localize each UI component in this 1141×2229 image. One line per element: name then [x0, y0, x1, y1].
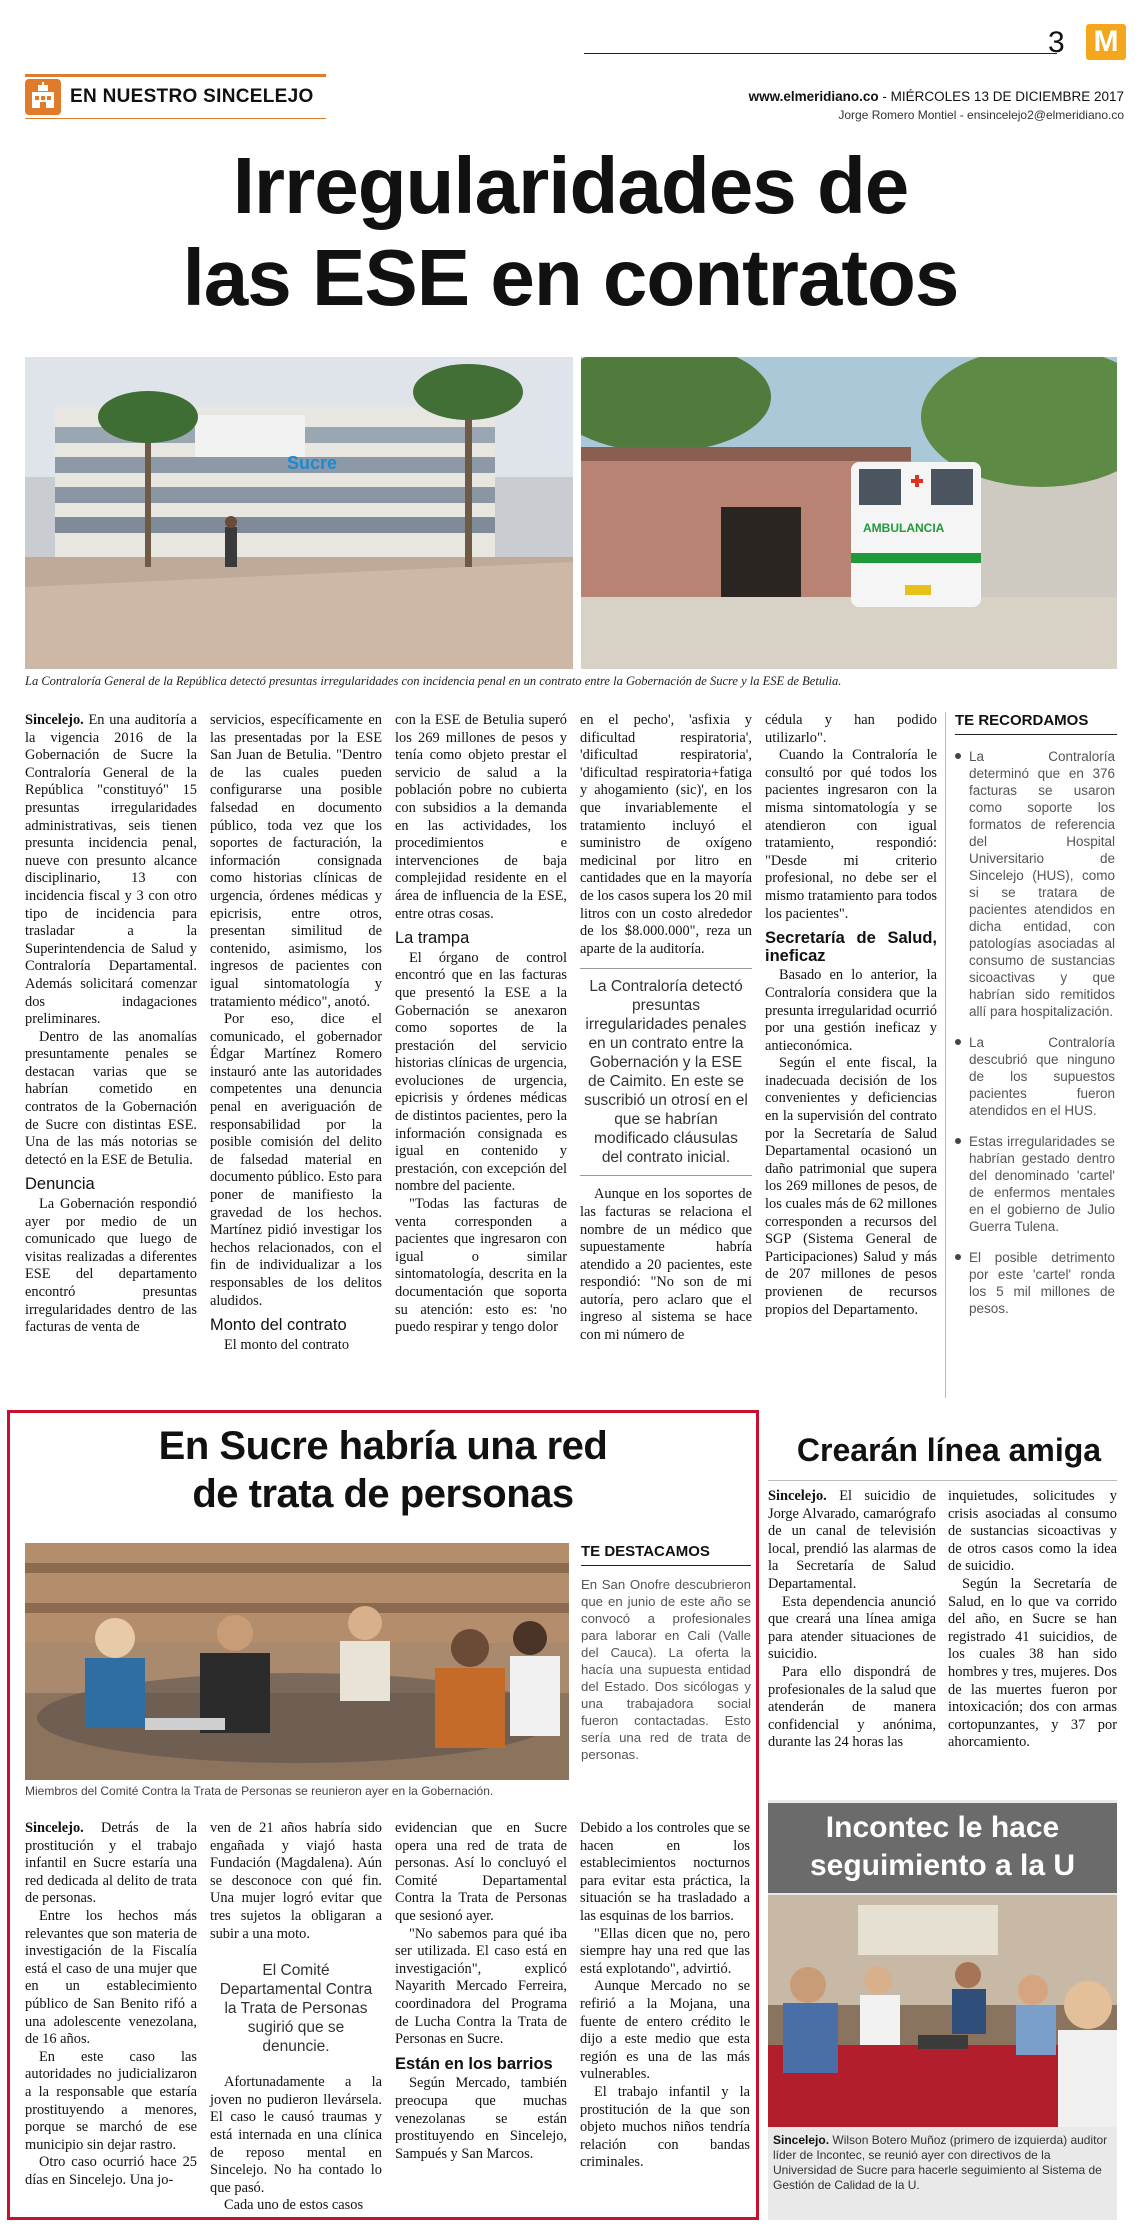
trata-headline [10, 1422, 756, 1518]
trata-col-1 [25, 1820, 197, 2189]
incontec-photo [768, 1895, 1117, 2127]
trata-col3-p3: Según Mercado, también preocupa que muchas venezolanas se están prostituyendo en Sincelejo, Sampués y San Marcos. [395, 2075, 567, 2162]
linea-col1-p1: El suicidio de Jorge Alvarado, camarógrafo de un canal de televisión local, prendió las alarmas de la Secretaría de Salud Departamental. [768, 1488, 936, 1592]
issue-date: - MIÉRCOLES 13 DE DICIEMBRE 2017 [878, 89, 1124, 104]
trata-col3-p1: evidencian que en Sucre opera una red de trata de personas. Así lo concluyó el Comité Departamental Contra la Trata de Personas que sesionó ayer. [395, 1820, 567, 1924]
comite-meeting-photo [25, 1543, 569, 1780]
sign-text: Sucre [287, 453, 338, 473]
trata-pull-quote: El Comité Departamental Contra la Trata de Personas sugirió que se denuncie. [219, 1962, 373, 2056]
linea-dateline: Sincelejo. [768, 1488, 827, 1504]
main-pull-quote: La Contraloría detectó presuntas irregularidades penales en un contrato entre la Gobernación y la ESE de Caimito. En este se suscribió un otrosí en el que se habrían modificado cláusulas del contrato inicial. [580, 968, 752, 1176]
page-number: 3 [1048, 26, 1065, 59]
main-headline-line-2: las ESE en contratos [182, 233, 959, 322]
author-line: Jorge Romero Montiel - ensincelejo2@elmeridiano.co [838, 108, 1124, 122]
subhead-secretaria: Secretaría de Salud, ineficaz [765, 929, 937, 965]
trata-col-4 [580, 1820, 750, 2172]
ambulance-text: AMBULANCIA [863, 521, 945, 535]
dateline [749, 89, 1124, 104]
subhead-denuncia: Denuncia [25, 1175, 95, 1194]
main-col5-p3: Basado en lo anterior, la Contraloría considera que la presunta irregularidad ocurrió por una gestión ineficaz y antieconómica. [765, 967, 937, 1054]
main-col5-p2: Cuando la Contraloría le consultó por qué todos los pacientes ingresaron con la misma sintomatología y se atendieron con igual tratamiento, respondió: "Desde mi criterio profesional, no debe ser el mismo tratamiento para todos los pacientes". [765, 747, 937, 922]
site-url[interactable]: www.elmeridiano.co [748, 89, 879, 104]
trata-col2-p1: ven de 21 años habría sido engañada y viajó hasta Fundación (Magdalena). Aún se desconoce con qué fin. Una mujer logró evitar que tres sujetos la obligaran a subir a una moto. [210, 1820, 382, 1942]
main-col1-p2: Dentro de las anomalías presuntamente penales se destacan varias que se habrían cometido en contratos de la Gobernación de Sucre con distintas ESE. Una de las más notorias se detectó en la ESE de Betulia. [25, 1028, 197, 1168]
main-col4-p1: en el pecho', 'asfixia y dificultad respiratoria', 'dificultad respiratoria', 'dificultad respiratoria+fatiga y ahogamiento (sic)', en los que invariablemente el tratamiento incluyó el suministro de oxígeno medicinal por litro en cantidades que en la mayoría de los casos supera los 20 mil litros con un costo alrededor de los $8.000.000", reza un aparte de la auditoría. [580, 712, 752, 957]
incontec-dateline: Sincelejo. [773, 2133, 830, 2147]
sidebar-divider [945, 712, 946, 1398]
trata-dateline: Sincelejo. [25, 1820, 84, 1836]
linea-col2-p1: inquietudes, solicitudes y crisis asociadas al consumo de sustancias sicoactivas y de otros casos como la idea de suicidio. [948, 1488, 1117, 1575]
section-top-rule [25, 74, 326, 77]
main-col3-p1: con la ESE de Betulia superó los 269 millones de pesos y tenía como objeto prestar el servicio de salud a la población pobre no cubierta con subsidios a la demanda en las actividades, los procedimientos e intervenciones de baja complejidad residente en el área de influencia de la ESE, entre otras cosas. [395, 712, 567, 922]
section-bottom-rule [25, 118, 326, 119]
linea-col-2 [948, 1488, 1117, 1752]
trata-col4-p3: Aunque Mercado no se refirió a la Mojana, una fuente de entero crédito le dijo a este medio que esta región es una de las más vulnerables. [580, 1978, 750, 2083]
subhead-barrios: Están en los barrios [395, 2054, 553, 2073]
logo-letter: M [1093, 25, 1119, 58]
main-headline [0, 140, 1141, 324]
trata-col4-p4: El trabajo infantil y la prostitución de la que son objeto muchos niños tendría relación con bandas criminales. [580, 2083, 750, 2171]
main-col-4 [580, 712, 752, 1345]
incontec-caption [773, 2133, 1113, 2193]
trata-col3-p2: "No sabemos para qué iba ser utilizada. El caso está en investigación", explicó Nayarith Mercado Ferreira, coordinadora del Programa de Lucha Contra la Trata de Personas en Sucre. [395, 1925, 567, 2048]
incontec-headline-line-2: seguimiento a la U [809, 1849, 1076, 1882]
main-col-2 [210, 712, 382, 1354]
main-col-5 [765, 712, 937, 1319]
main-headline-line-1: Irregularidades de [232, 141, 909, 230]
main-col1-p1: En una auditoría a la vigencia 2016 de la Gobernación de Sucre la Contraloría General de la República "constituyó" 15 presuntas irregularidades administrativas, seis tienen presunta incidencia penal, nueve con presunto alcance disciplinario, 13 con incidencia fiscal y 3 con otro tipo de incidencia para trasladar a la Superintendencia de Salud y Contraloría Departamental. Además solicitará comenzar dos indagaciones preliminares. [25, 712, 197, 1028]
sidebar-item: El posible detrimento por este 'cartel' ronda los 5 mil millones de pesos. [955, 1249, 1115, 1317]
incontec-headline [768, 1803, 1117, 1893]
ambulance-photo [581, 357, 1117, 669]
linea-col2-p2: Según la Secretaría de Salud, en lo que va corrido del año, en Sucre se han registrado 41 suicidios, de los cuales 38 han sido hombres y tres, mujeres. Dos de las muertes fueron por intoxicación; dos con armas cortopunzantes, y 37 por ahorcamiento. [948, 1575, 1117, 1751]
trata-col-2 [210, 1820, 382, 2215]
main-col1-p3: La Gobernación respondió ayer por medio de un comunicado que luego de visitas realizadas a diferentes ESE del departamento encontró presuntas irregularidades dentro de las facturas de venta de [25, 1196, 197, 1336]
sidebar-item: La Contraloría determinó que en 376 facturas se usaron como soporte los formatos de referencia del Hospital Universitario de Sincelejo (HUS), como si se tratara de pacientes atendidos en dicha entidad, con patologías asociadas al consumo de sustancias sicoactivas y que habrían sido remitidos allí para hospitalización. [955, 748, 1115, 1020]
main-col5-p4: Según el ente fiscal, la inadecuada decisión de los convenientes y deficiencias en la supervisión del contrato por la Secretaría de Salud Departamental ocasionó un daño patrimonial que supera los 269 millones de pesos, de los cuales más de 62 millones corresponden a recursos del SGP (Sistema General de Participaciones) Salud y más de 207 millones de pesos provienen de recursos propios del Departamento. [765, 1055, 937, 1318]
trata-col1-p3: En este caso las autoridades no judicializaron a la responsable que estaría prostituyendo a menores, porque se marchó de ese municipio sin dejar rastro. [25, 2048, 197, 2153]
header-top-rule [584, 53, 1057, 54]
trata-col2-p3: Cada uno de estos casos [224, 2197, 364, 2214]
trata-col4-p2: "Ellas dicen que no, pero siempre hay una red que las está explotando", advirtió. [580, 1925, 750, 1977]
subhead-trampa: La trampa [395, 929, 470, 948]
main-dateline: Sincelejo. [25, 712, 84, 728]
trata-headline-line-2: de trata de personas [192, 1472, 574, 1516]
incontec-headline-line-1: Incontec le hace [825, 1811, 1060, 1844]
trata-headline-line-1: En Sucre habría una red [158, 1424, 608, 1468]
linea-headline: Crearán línea amiga [796, 1432, 1102, 1468]
meridiano-logo [1086, 24, 1126, 60]
incontec-caption-text: Wilson Botero Muñoz (primero de izquierda) auditor líder de Incontec, se reunió ayer con directivos de la Universidad de Sucre para hacerle seguimiento al Sistema de Gestión de Calidad de la U. [773, 2133, 1108, 2192]
main-col3-p3: "Todas las facturas de venta corresponden a pacientes que ingresaron con igual o similar sintomatología, descrita en la documentación que soporta su atención: esto es: 'no puedo respirar y tengo dolor [395, 1196, 567, 1336]
subhead-monto: Monto del contrato [210, 1316, 347, 1335]
destacamos-text: En San Onofre descubrieron que en junio de este año se convocó a profesionales para laborar en Cali (Valle del Cauca). La oferta la hacía una supuesta entidad del Estado. Dos sicólogas y una trabajadora social fueron contactadas. Esto sería una red de trata de personas. [581, 1577, 751, 1762]
main-col-1 [25, 712, 197, 1337]
linea-col-1 [768, 1488, 936, 1752]
trata-col2-p2: Afortunadamente a la joven no pudieron llevársela. El caso le causó traumas y está internada en una clínica de reposo mental en Sincelejo. No ha contado lo que pasó. [210, 2074, 382, 2196]
linea-rule [768, 1480, 1117, 1481]
building-icon [25, 79, 61, 115]
sidebar-title: TE RECORDAMOS [955, 712, 1089, 729]
section-title: EN NUESTRO SINCELEJO [70, 86, 314, 107]
destacamos-title: TE DESTACAMOS [581, 1543, 710, 1560]
sidebar-title-rule [955, 734, 1117, 735]
sidebar-item: La Contraloría descubrió que ninguno de los supuestos pacientes fueron atendidos en el HUS. [955, 1034, 1115, 1119]
trata-col1-p1: Detrás de la prostitución y el trabajo infantil en Sucre estaría una red dedicada al delito de trata de personas. [25, 1820, 197, 1907]
main-col-3 [395, 712, 567, 1337]
linea-col1-p3: Para ello dispondrá de profesionales de la salud que atenderán de manera confidencial y anónima, durante las 24 horas las [768, 1663, 936, 1751]
trata-col1-p2: Entre los hechos más relevantes que son materia de investigación de la Fiscalía está el caso de una mujer que en un establecimiento público de San Benito rifó a una adolescente venezolana, de 16 años. [25, 1907, 197, 2048]
main-col5-p1: cédula y han podido utilizarlo". [765, 712, 937, 746]
trata-col1-p4: Otro caso ocurrió hace 25 días en Sincelejo. Una jo- [25, 2154, 197, 2188]
section-icon [25, 79, 61, 115]
main-col2-p1: servicios, específicamente en las presentadas por la ESE San Juan de Betulia. "Dentro de las cuales pueden configurarse una posible falsedad en documento público, toda vez que los soportes de facturación, la información consignada como historias clínicas de urgencia, órdenes médicas y epicrisis, entre otros, presentan similitud de contenido, asimismo, los ingresos de pacientes con igual sintomatología y tratamiento médico", anotó. [210, 712, 382, 1010]
trata-col-3 [395, 1820, 567, 2163]
main-col2-p3: El monto del contrato [224, 1336, 350, 1353]
main-col4-p2: Aunque en los soportes de las facturas se relaciona el nombre de un médico que supuestamente habría atendido a 20 pacientes, este respondió: "No son de mi autoría, pero aclaro que el ingreso al sistema se hace con mi número de [580, 1186, 752, 1344]
sidebar-list [955, 748, 1115, 1331]
trata-col4-p1: Debido a los controles que se hacen en los establecimientos nocturnos para evitar esta práctica, la situación se ha trasladado a las esquinas de los barrios. [580, 1820, 750, 1924]
main-photo-caption: La Contraloría General de la República detectó presuntas irregularidades con incidencia penal en un contrato entre la Gobernación de Sucre y la ESE de Betulia. [25, 674, 842, 688]
sidebar-item: Estas irregularidades se habrían gestado dentro del denominado 'cartel' de enfermos mentales en el gobierno de Julio Guerra Tulena. [955, 1133, 1115, 1235]
sucre-building-photo [25, 357, 573, 669]
trata-photo-caption: Miembros del Comité Contra la Trata de Personas se reunieron ayer en la Gobernación. [25, 1784, 494, 1798]
linea-col1-p2: Esta dependencia anunció que creará una línea amiga para atender situaciones de suicidio. [768, 1593, 936, 1663]
main-col3-p2: El órgano de control encontró que en las facturas que presentó la ESE a la Gobernación se anexaron como soportes de la prestación del servicio historias clínicas de urgencia, evoluciones de urgencia, epicrisis y órdenes médicas de distintos pacientes, pero la información consignada es igual en contenido y prestación, con excepción del nombre del paciente. [395, 949, 567, 1195]
main-col2-p2: Por eso, dice el comunicado, el gobernador Édgar Martínez Romero instauró ante las autoridades competentes una denuncia penal en averiguación de responsabilidad por la posible comisión del delito de falsedad material en documento público. Esto para poner de manifiesto la gravedad de los hechos. Martínez pidió investigar los hechos relacionados, con el fin de individualizar a los responsables de los delitos aludidos. [210, 1011, 382, 1309]
destacamos-rule [581, 1565, 751, 1566]
